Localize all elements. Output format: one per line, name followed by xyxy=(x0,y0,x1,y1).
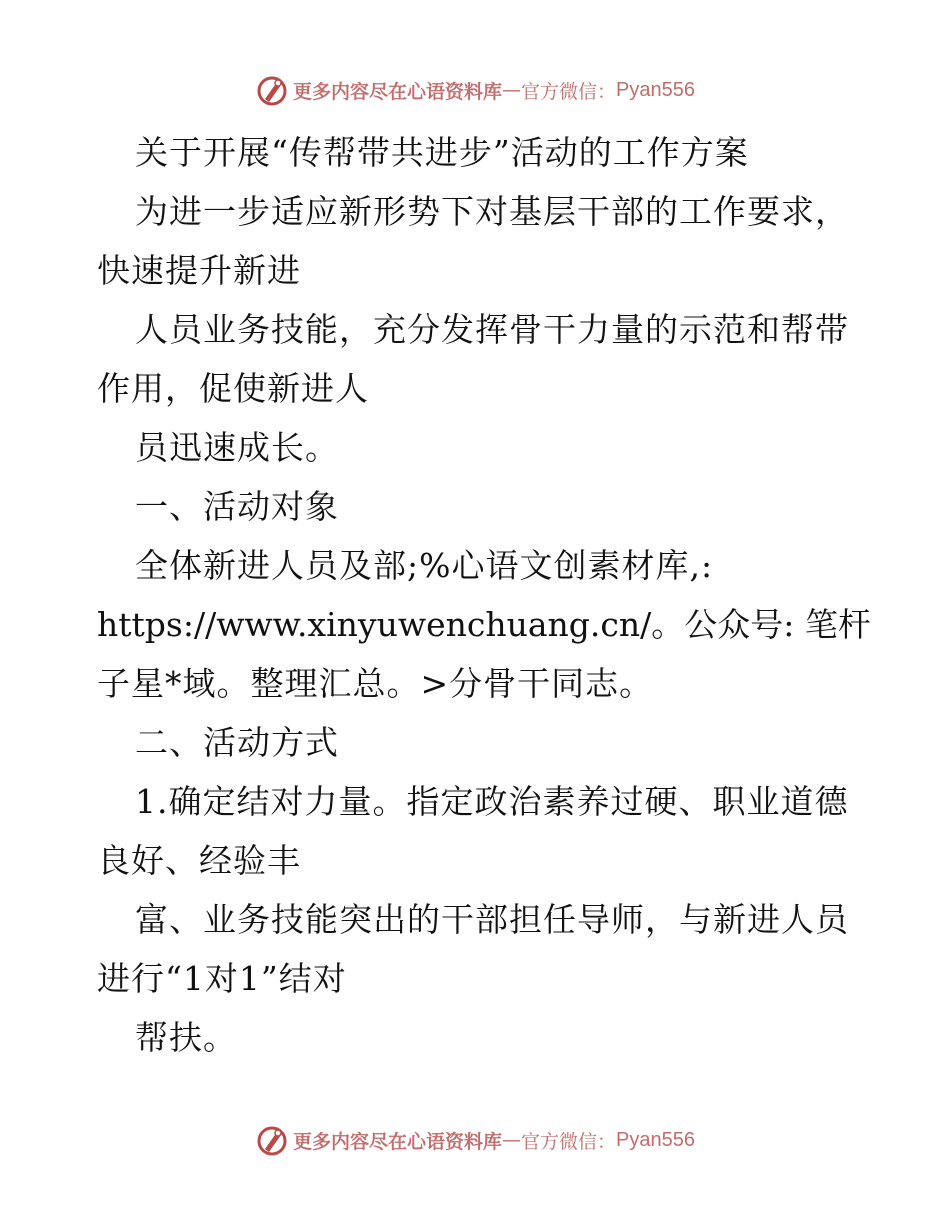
watermark-wechat-id: Pyan556 xyxy=(616,78,695,101)
paragraph-line: 员迅速成长。 xyxy=(135,428,339,467)
section-heading: 一、活动对象 xyxy=(135,487,339,526)
pen-logo-icon xyxy=(255,1123,289,1157)
paragraph-line: 全体新进人员及部;%心语文创素材库,: xyxy=(135,546,714,585)
watermark-wechat-label: 官方微信： xyxy=(521,1130,617,1153)
paragraph-line: 快速提升新进 xyxy=(97,251,301,290)
watermark-footer xyxy=(0,1120,950,1160)
document-body xyxy=(97,123,871,1067)
paragraph-line: 为进一步适应新形势下对基层干部的工作要求， xyxy=(135,192,849,231)
paragraph-line: 1.确定结对力量。指定政治素养过硬、职业道德 xyxy=(135,782,849,821)
document-title: 关于开展“传帮带共进步”活动的工作方案 xyxy=(135,133,749,172)
watermark-main-text: 更多内容尽在心语资料库 xyxy=(293,1130,503,1153)
watermark-header xyxy=(0,70,950,110)
watermark-wechat-id: Pyan556 xyxy=(616,1128,695,1151)
watermark-wechat-label: 官方微信： xyxy=(521,80,617,103)
paragraph-line: 进行“1对1”结对 xyxy=(97,959,347,998)
watermark-dash: — xyxy=(502,1129,522,1151)
paragraph-line: 帮扶。 xyxy=(135,1018,237,1057)
paragraph-line: 良好、经验丰 xyxy=(97,841,301,880)
watermark-dash: — xyxy=(502,79,522,101)
pen-logo-icon xyxy=(255,73,289,107)
section-heading: 二、活动方式 xyxy=(135,723,339,762)
paragraph-line: 富、业务技能突出的干部担任导师，与新进人员 xyxy=(135,900,849,939)
watermark-main-text: 更多内容尽在心语资料库 xyxy=(293,80,503,103)
paragraph-line: https://www.xinyuwenchuang.cn/。公众号: 笔杆 xyxy=(97,605,871,644)
paragraph-line: 子星*域。整理汇总。>分骨干同志。 xyxy=(97,664,654,703)
paragraph-line: 作用，促使新进人 xyxy=(97,369,369,408)
paragraph-line: 人员业务技能，充分发挥骨干力量的示范和帮带 xyxy=(135,310,849,349)
